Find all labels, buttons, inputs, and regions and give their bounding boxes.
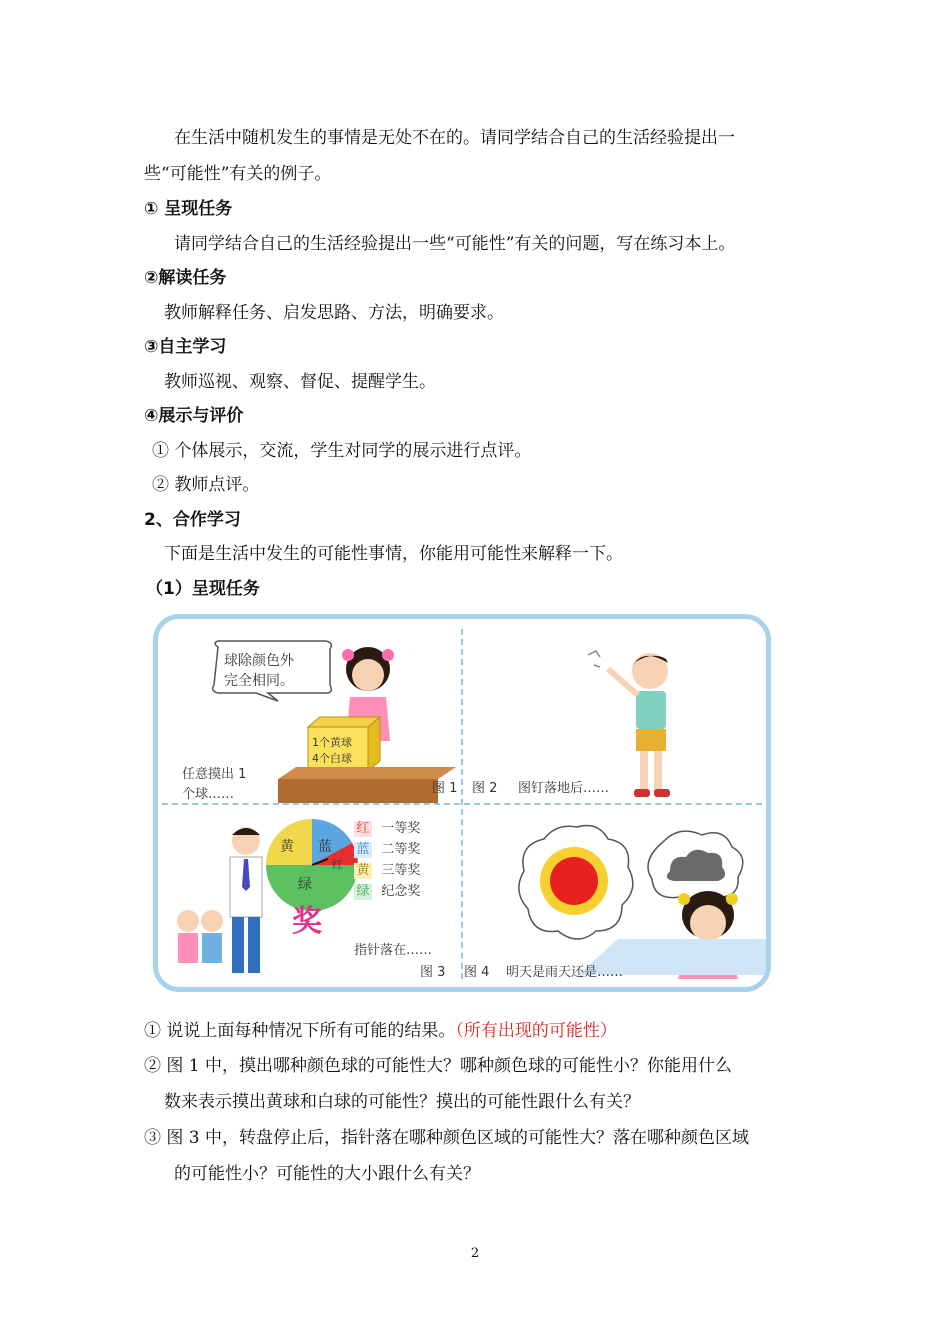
sun-thought-bubble <box>512 821 642 951</box>
section2-title: 2、合作学习 <box>144 510 241 530</box>
step1-title: ① 呈现任务 <box>144 199 233 219</box>
box-label-1: 1个黄球 <box>312 736 352 749</box>
table <box>276 765 456 805</box>
draw-line-2: 个球…… <box>182 787 235 802</box>
legend-row <box>354 838 420 858</box>
spinner-sector-blue: 蓝 <box>318 839 332 855</box>
divider-top <box>461 629 463 805</box>
prize-char: 奖 <box>292 904 322 939</box>
spinner-sector-yellow: 黄 <box>280 839 294 855</box>
divider-bottom <box>461 809 463 979</box>
legend-prize: 三等奖 <box>381 863 421 878</box>
legend-color: 黄 <box>354 863 372 879</box>
legend-color: 红 <box>354 821 372 837</box>
speech-line-2: 完全相同。 <box>224 673 294 689</box>
step4-title: ④展示与评价 <box>144 406 244 426</box>
spinner-sector-red: 红 <box>332 858 343 871</box>
probability-illustration <box>153 614 771 992</box>
section2-text: 下面是生活中发生的可能性事情，你能用可能性来解释一下。 <box>164 544 623 564</box>
intro-line-1: 在生活中随机发生的事情是无处不在的。请同学结合自己的生活经验提出一 <box>174 128 735 148</box>
legend-prize: 纪念奖 <box>381 884 421 899</box>
boy-figure <box>582 645 692 805</box>
spinner-wheel <box>262 815 362 915</box>
question-1 <box>144 1019 617 1043</box>
question-1-answer: （所有出现的可能性） <box>455 1021 617 1041</box>
step4-item-1: ① 个体展示，交流，学生对同学的展示进行点评。 <box>152 441 532 461</box>
question-3-line-2: 的可能性小？可能性的大小跟什么有关？ <box>174 1164 480 1184</box>
question-3-line-1: ③ 图 3 中，转盘停止后，指针落在哪种颜色区域的可能性大？落在哪种颜色区域 <box>144 1128 750 1148</box>
legend-prize: 一等奖 <box>381 821 421 836</box>
section2-subtitle: （1）呈现任务 <box>146 579 260 599</box>
question-1-text: ① 说说上面每种情况下所有可能的结果。 <box>144 1021 456 1041</box>
question-2-line-1: ② 图 1 中，摸出哪种颜色球的可能性大？哪种颜色球的可能性小？你能用什么 <box>144 1056 733 1076</box>
pin-text: 图钉落地后…… <box>518 781 610 796</box>
box-label-2: 4个白球 <box>312 752 352 765</box>
speech-line-1: 球除颜色外 <box>224 653 294 669</box>
pointer-text: 指针落在…… <box>354 943 433 958</box>
step3-title: ③自主学习 <box>144 337 227 357</box>
step1-text: 请同学结合自己的生活经验提出一些“可能性”有关的问题，写在练习本上。 <box>174 234 736 254</box>
step3-text: 教师巡视、观察、督促、提醒学生。 <box>164 372 436 392</box>
legend-prize: 二等奖 <box>381 842 421 857</box>
legend-color: 蓝 <box>354 842 372 858</box>
page-number: 2 <box>470 1246 480 1261</box>
draw-line-1: 任意摸出 1 <box>182 767 247 782</box>
legend-color: 绿 <box>354 884 372 900</box>
figure-label-1: 图 1 <box>432 781 458 796</box>
figure-label-2: 图 2 <box>472 781 498 796</box>
question-2-line-2: 数来表示摸出黄球和白球的可能性？摸出的可能性跟什么有关？ <box>164 1092 640 1112</box>
figure-label-3: 图 3 <box>420 965 446 980</box>
weather-text: 明天是雨天还是…… <box>506 965 624 980</box>
legend-row <box>354 817 420 837</box>
step2-title: ②解读任务 <box>144 268 227 288</box>
legend-row <box>354 880 420 900</box>
prize-legend <box>354 817 420 900</box>
spinner-sector-green: 绿 <box>298 877 312 893</box>
speech-bubble <box>208 639 338 703</box>
legend-row <box>354 859 420 879</box>
step2-text: 教师解释任务、启发思路、方法，明确要求。 <box>164 303 504 323</box>
intro-line-2: 些“可能性”有关的例子。 <box>144 164 332 184</box>
step4-item-2: ② 教师点评。 <box>152 475 260 495</box>
figure-label-4: 图 4 <box>464 965 490 980</box>
teacher-and-kids <box>166 817 276 977</box>
